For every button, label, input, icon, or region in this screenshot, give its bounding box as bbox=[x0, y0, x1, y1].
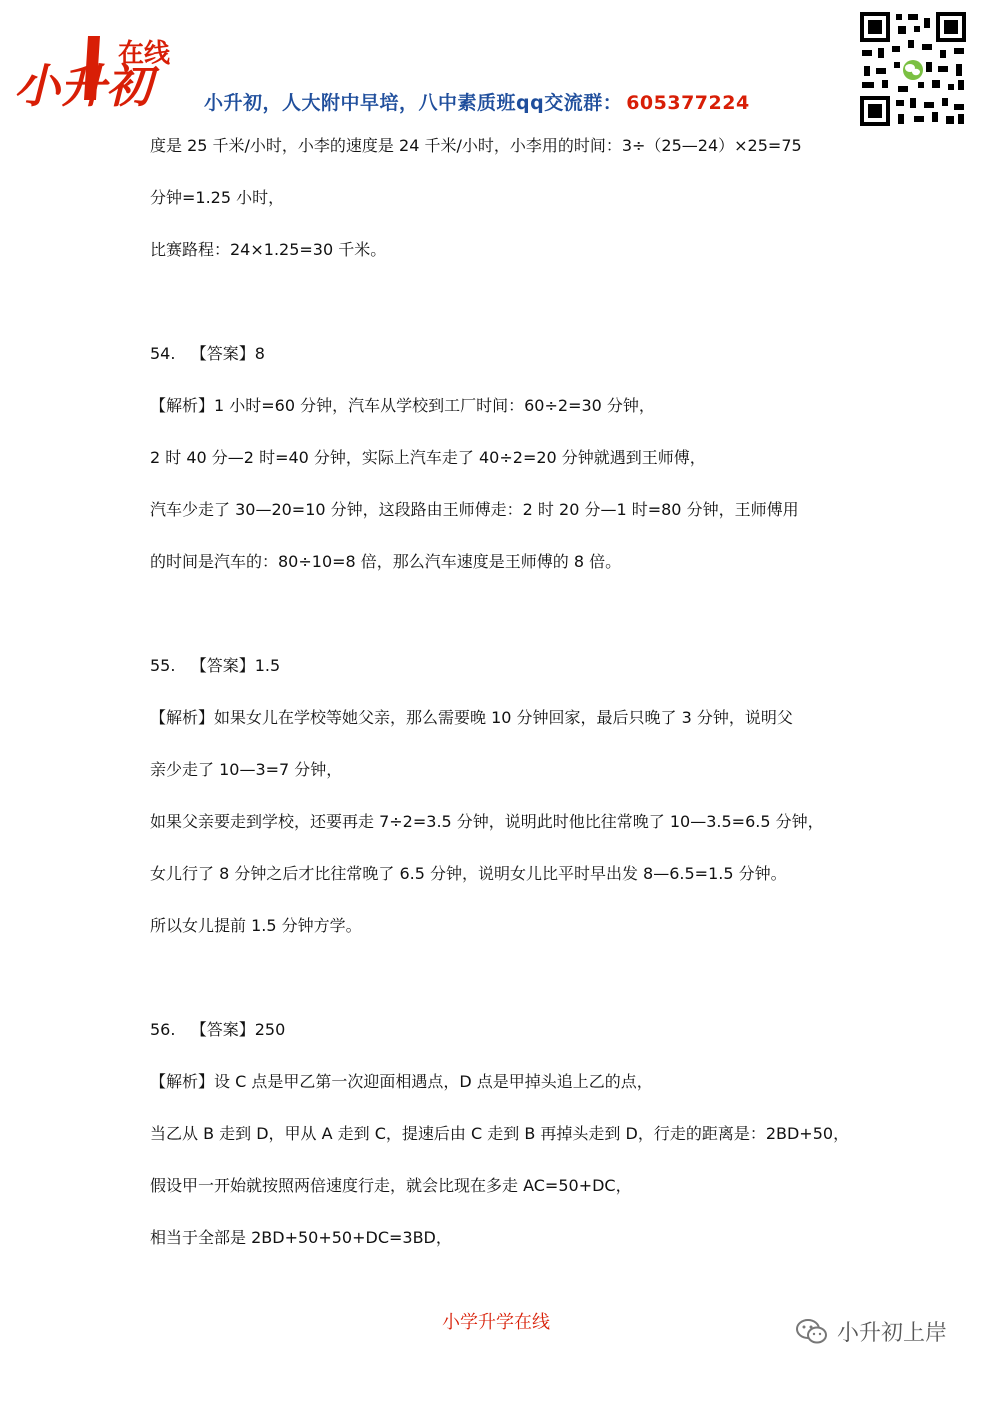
explanation-line: 当乙从 B 走到 D，甲从 A 走到 C，提速后由 C 走到 B 再掉头走到 D，行走的距离是：2BD+50， bbox=[150, 1124, 850, 1143]
qr-code-icon bbox=[858, 10, 968, 128]
question-heading bbox=[150, 1014, 850, 1066]
wechat-watermark bbox=[795, 1316, 947, 1347]
group-text: 小升初，人大附中早培，八中素质班qq交流群： bbox=[204, 92, 623, 114]
question-number: 55. bbox=[150, 656, 176, 675]
explanation-line: 的时间是汽车的：80÷10=8 倍，那么汽车速度是王师傅的 8 倍。 bbox=[150, 552, 622, 571]
answer-document bbox=[150, 130, 850, 1274]
question-number: 54. bbox=[150, 344, 176, 363]
explanation-line: 亲少走了 10—3=7 分钟， bbox=[150, 760, 343, 779]
intro-line: 度是 25 千米/小时，小李的速度是 24 千米/小时，小李用的时间：3÷（25—24）×25=75 bbox=[150, 136, 802, 155]
intro-line: 比赛路程：24×1.25=30 千米。 bbox=[150, 240, 387, 259]
logo-sub-text: 在线 bbox=[118, 39, 171, 69]
question-number: 56. bbox=[150, 1020, 176, 1039]
explanation-line: 相当于全部是 2BD+50+50+DC=3BD， bbox=[150, 1228, 452, 1247]
intro-line: 分钟=1.25 小时， bbox=[150, 188, 285, 207]
brand-logo bbox=[10, 30, 180, 115]
explanation-line: 汽车少走了 30—20=10 分钟，这段路由王师傅走：2 时 20 分—1 时=80 分钟，王师傅用 bbox=[150, 500, 799, 519]
explanation-line: 2 时 40 分—2 时=40 分钟，实际上汽车走了 40÷2=20 分钟就遇到王师傅， bbox=[150, 448, 706, 467]
group-number: 605377224 bbox=[626, 92, 750, 114]
explanation-line: 所以女儿提前 1.5 分钟方学。 bbox=[150, 916, 362, 935]
explanation-line: 如果父亲要走到学校，还要再走 7÷2=3.5 分钟，说明此时他比往常晚了 10—3.5=6.5 分钟， bbox=[150, 812, 824, 831]
explanation-line: 假设甲一开始就按照两倍速度行走，就会比现在多走 AC=50+DC， bbox=[150, 1176, 632, 1195]
watermark-text: 小升初上岸 bbox=[837, 1321, 948, 1346]
wechat-icon bbox=[795, 1318, 829, 1346]
section-spacer bbox=[150, 962, 850, 1014]
question-heading bbox=[150, 650, 850, 702]
qq-group-banner bbox=[204, 88, 750, 115]
answer-label: 【答案】8 bbox=[190, 344, 265, 363]
question-heading bbox=[150, 338, 850, 390]
explanation-line: 女儿行了 8 分钟之后才比往常晚了 6.5 分钟，说明女儿比平时早出发 8—6.5=1.5 分钟。 bbox=[150, 864, 787, 883]
explanation-line: 【解析】设 C 点是甲乙第一次迎面相遇点，D 点是甲掉头追上乙的点， bbox=[150, 1072, 653, 1091]
section-spacer bbox=[150, 286, 850, 338]
section-spacer bbox=[150, 598, 850, 650]
footer-site-name: 小学升学在线 bbox=[442, 1312, 550, 1333]
answer-label: 【答案】250 bbox=[190, 1020, 286, 1039]
logo-main-text: 小升初 bbox=[14, 59, 152, 113]
explanation-line: 【解析】如果女儿在学校等她父亲，那么需要晚 10 分钟回家，最后只晚了 3 分钟，说明父 bbox=[150, 708, 793, 727]
answer-label: 【答案】1.5 bbox=[190, 656, 281, 675]
explanation-line: 【解析】1 小时=60 分钟，汽车从学校到工厂时间：60÷2=30 分钟， bbox=[150, 396, 655, 415]
